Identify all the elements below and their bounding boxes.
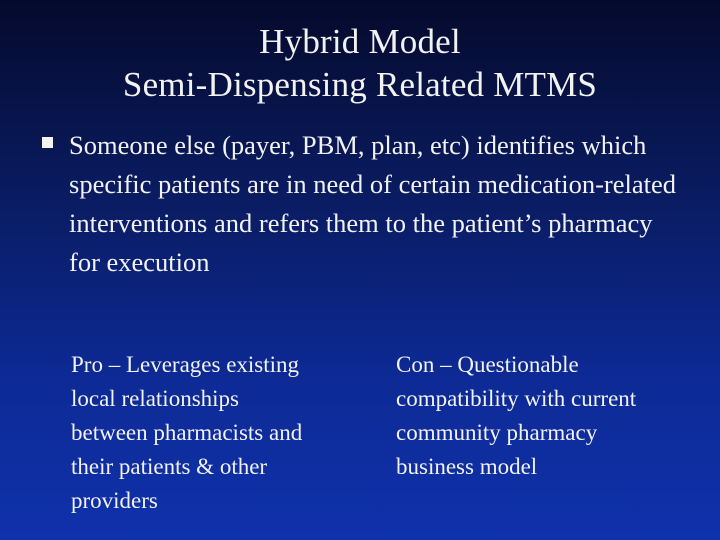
pro-line-1 — [71, 348, 361, 382]
slide-title — [40, 20, 680, 106]
pro-text-1: – Leverages existing — [102, 352, 300, 377]
con-label: Con — [396, 352, 435, 377]
con-line-4: business model — [396, 454, 538, 479]
con-text-1: – Questionable — [434, 352, 579, 377]
con-line-2: compatibility with current — [396, 386, 637, 411]
square-bullet-icon — [42, 137, 53, 148]
con-column — [396, 348, 696, 484]
con-line-1 — [396, 348, 696, 382]
pro-line-4: their patients & other — [71, 454, 268, 479]
pro-line-3: between pharmacists and — [71, 420, 303, 445]
title-line-1: Hybrid Model — [259, 22, 461, 61]
pro-label: Pro — [71, 352, 103, 377]
con-line-3: community pharmacy — [396, 420, 598, 445]
pro-line-2: local relationships — [71, 386, 239, 411]
bullet-text: Someone else (payer, PBM, plan, etc) identifies which specific patients are in need of certain medication-related interventions and refers them to the patient’s pharmacy for execution — [69, 130, 676, 277]
pro-column — [71, 348, 361, 518]
pro-line-5: providers — [71, 488, 158, 513]
title-line-2: Semi-Dispensing Related MTMS — [122, 65, 598, 104]
